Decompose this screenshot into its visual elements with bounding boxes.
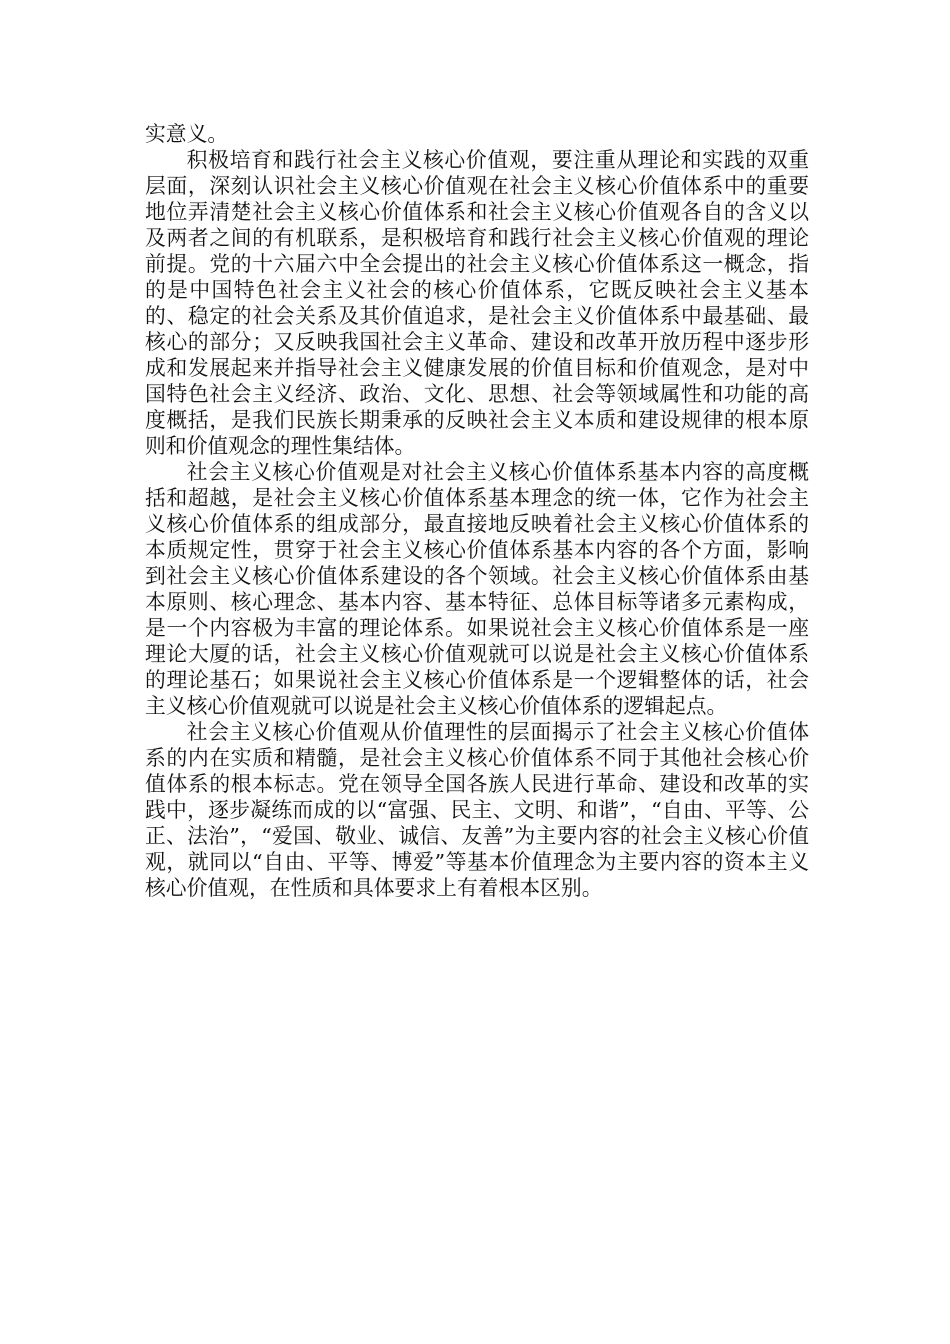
paragraph-2: 积极培育和践行社会主义核心价值观，要注重从理论和实践的双重层面，深刻认识社会主义核心价值观在社会主义核心价值体系中的重要地位弄清楚社会主义核心价值体系和社会主义核心价值观各自的含义以及两者之间的有机联系，是积极培育和践行社会主义核心价值观的理论前提。党的十六届六中全会提出的社会主义核心价值体系这一概念，指的是中国特色社会主义社会的核心价值体系，它既反映社会主义基本的、稳定的社会关系及其价值追求，是社会主义价值体系中最基础、最核心的部分；又反映我国社会主义革命、建设和改革开放历程中逐步形成和发展起来并指导社会主义健康发展的价值目标和价值观念，是对中国特色社会主义经济、政治、文化、思想、社会等领域属性和功能的高度概括，是我们民族长期秉承的反映社会主义本质和建设规律的根本原则和价值观念的理性集结体。: [145, 148, 809, 458]
paragraph-continuation: 实意义。: [145, 122, 229, 146]
body-text: [145, 121, 809, 901]
paragraph-4: 社会主义核心价值观从价值理性的层面揭示了社会主义核心价值体系的内在实质和精髓，是社会主义核心价值体系不同于其他社会核心价值体系的根本标志。党在领导全国各族人民进行革命、建设和改革的实践中，逐步凝练而成的以“富强、民主、文明、和谐”，“自由、平等、公正、法治”，“爱国、敬业、诚信、友善”为主要内容的社会主义核心价值观，就同以“自由、平等、博爱”等基本价值理念为主要内容的资本主义核心价值观，在性质和具体要求上有着根本区别。: [145, 720, 809, 900]
paragraph-3: 社会主义核心价值观是对社会主义核心价值体系基本内容的高度概括和超越，是社会主义核心价值体系基本理念的统一体，它作为社会主义核心价值体系的组成部分，最直接地反映着社会主义核心价值体系的本质规定性，贯穿于社会主义核心价值体系基本内容的各个方面，影响到社会主义核心价值体系建设的各个领域。社会主义核心价值体系由基本原则、核心理念、基本内容、基本特征、总体目标等诸多元素构成，是一个内容极为丰富的理论体系。如果说社会主义核心价值体系是一座理论大厦的话，社会主义核心价值观就可以说是社会主义核心价值体系的理论基石；如果说社会主义核心价值体系是一个逻辑整体的话，社会主义核心价值观就可以说是社会主义核心价值体系的逻辑起点。: [145, 460, 809, 718]
